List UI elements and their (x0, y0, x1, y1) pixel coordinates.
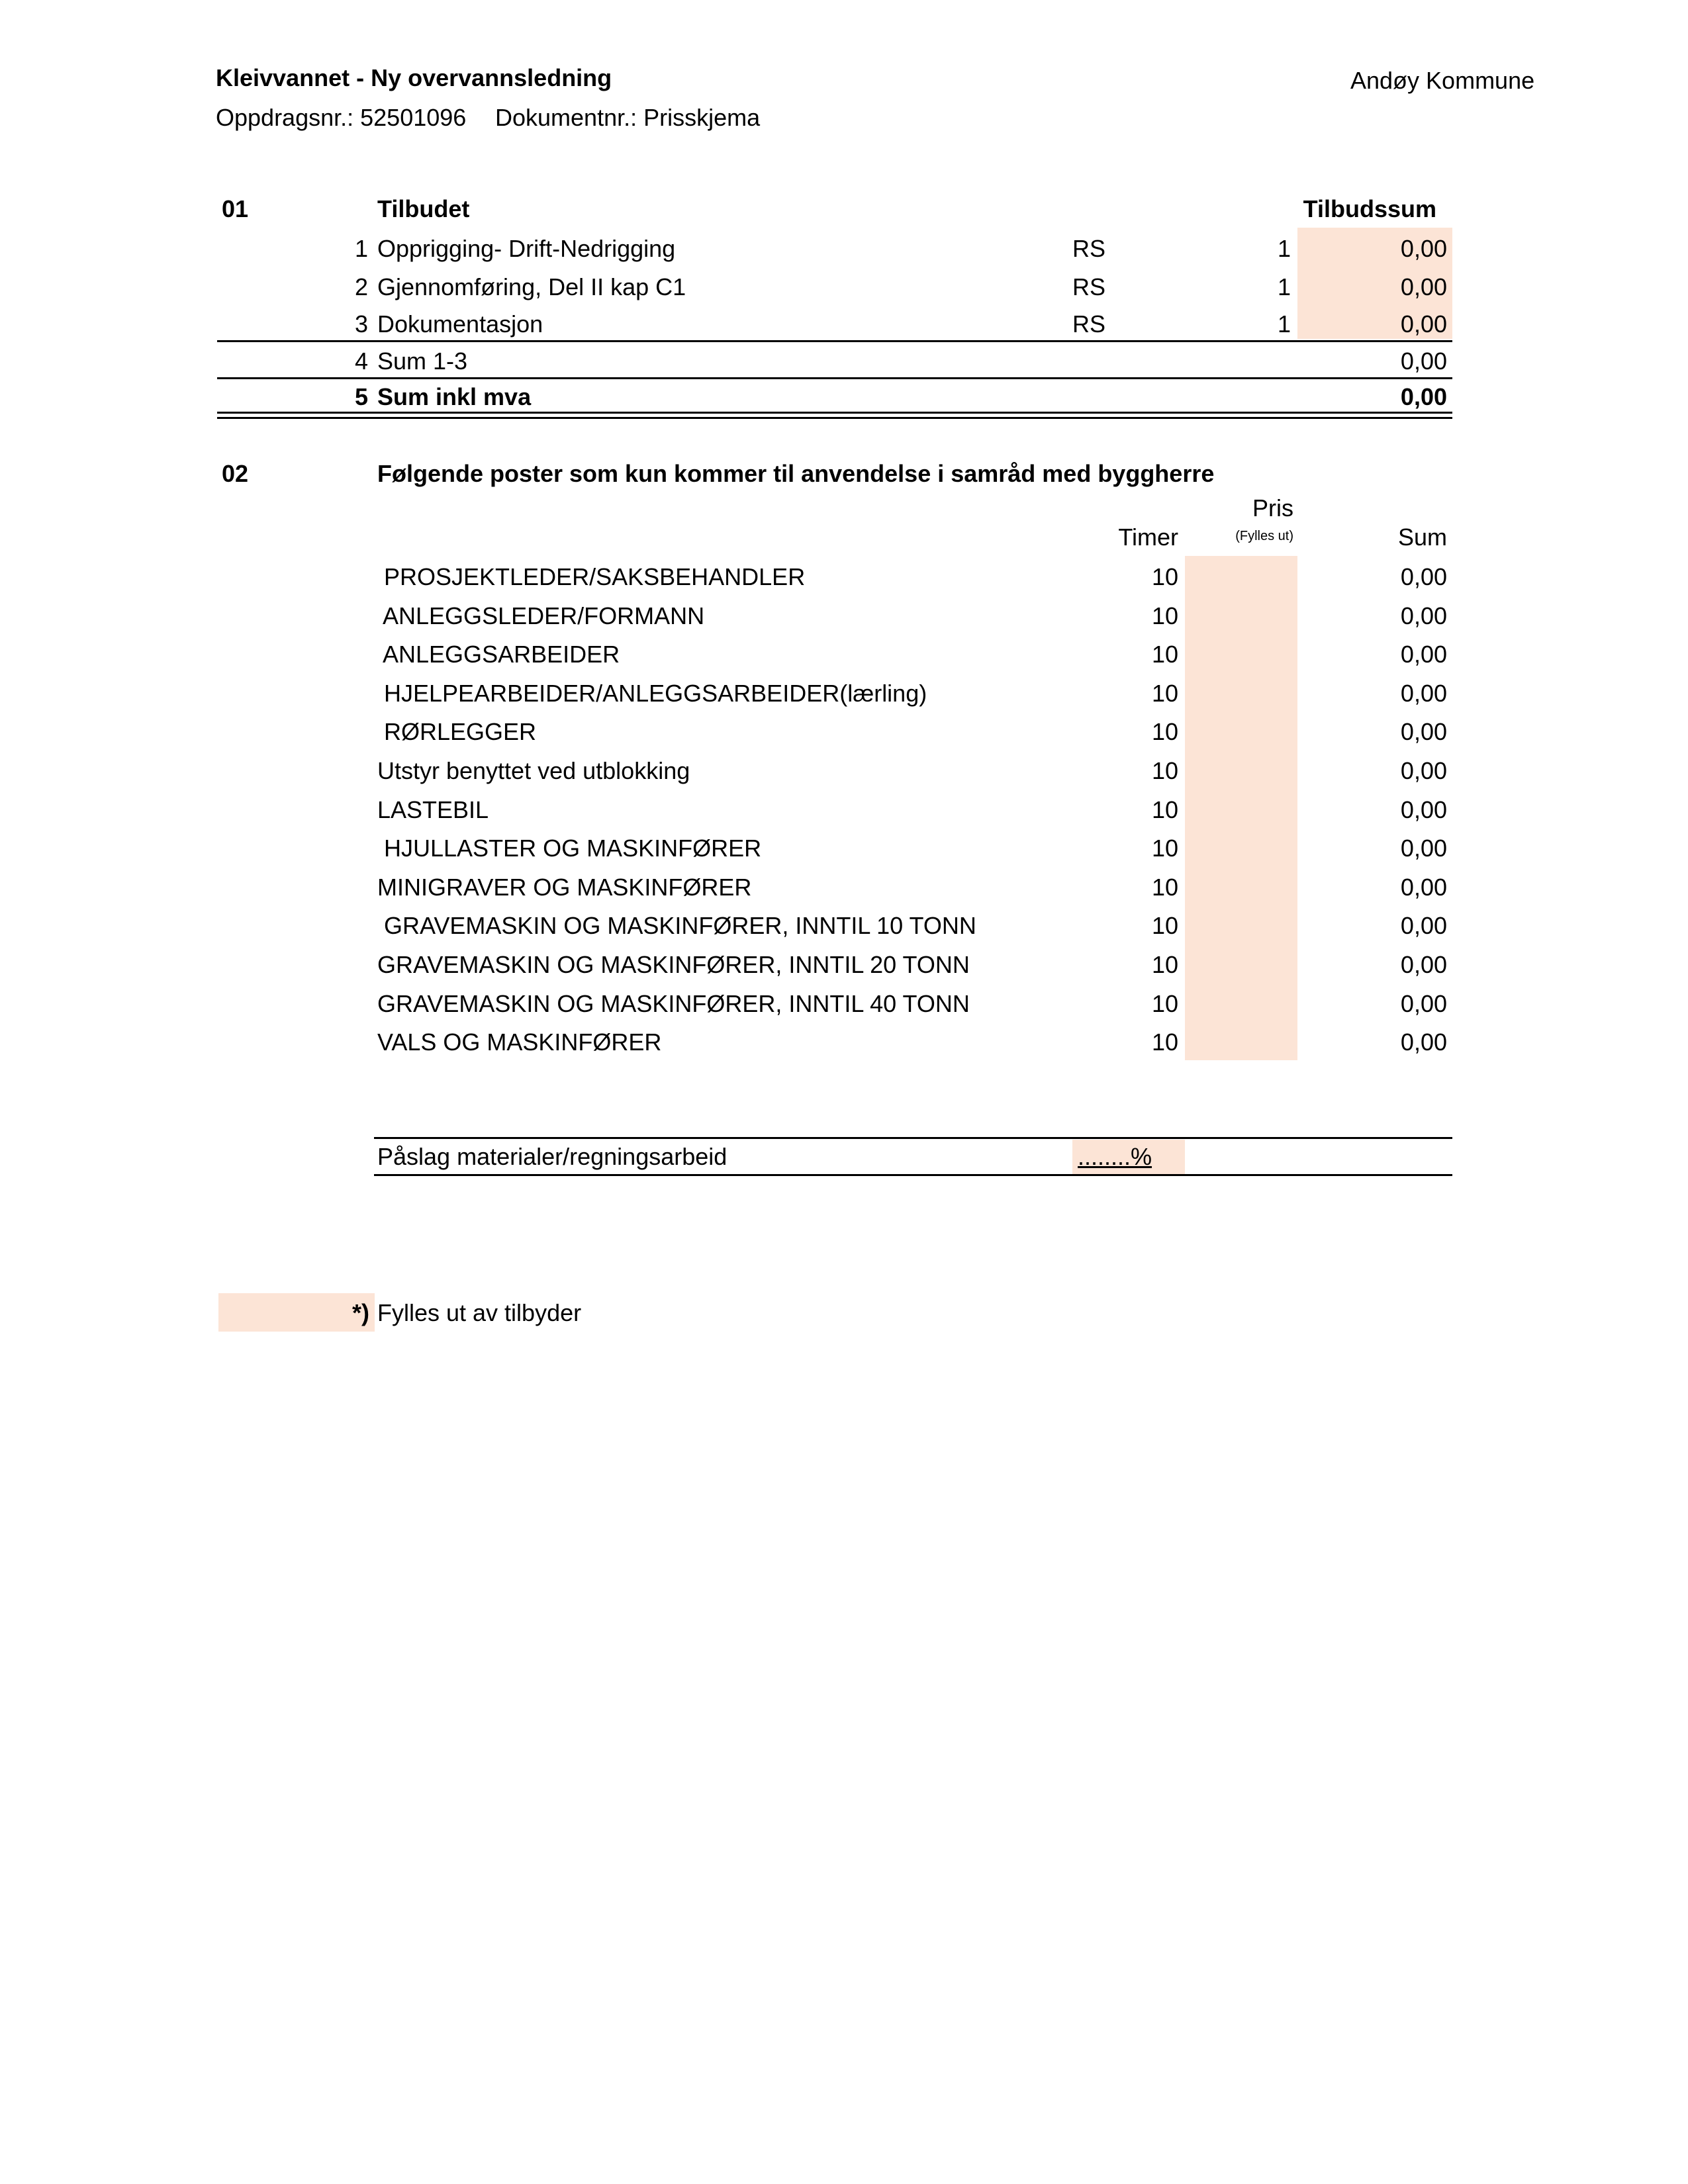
item-text: MINIGRAVER OG MASKINFØRER (377, 873, 752, 901)
item-text: HJULLASTER OG MASKINFØRER (377, 835, 762, 862)
table-row (0, 827, 1688, 866)
item-sum: 0,00 (1400, 563, 1447, 590)
item-text: PROSJEKTLEDER/SAKSBEHANDLER (377, 563, 806, 590)
item-hours: 10 (1151, 912, 1178, 940)
item-sum: 0,00 (1400, 1028, 1447, 1056)
client-name: Andøy Kommune (1350, 67, 1535, 94)
item-hours: 10 (1151, 757, 1178, 784)
item-text: VALS OG MASKINFØRER (377, 1028, 662, 1056)
item-text: GRAVEMASKIN OG MASKINFØRER, INNTIL 40 TONN (377, 989, 970, 1017)
sum-mva-value: 0,00 (1400, 383, 1447, 410)
item-sum[interactable]: 0,00 (1400, 310, 1447, 338)
item-hours: 10 (1151, 835, 1178, 862)
item-hours: 10 (1151, 951, 1178, 978)
table-row (0, 944, 1688, 982)
footnote-mark: *) (352, 1299, 369, 1326)
sum-mva-label: Sum inkl mva (377, 383, 532, 410)
table-row (0, 750, 1688, 788)
item-text: Utstyr benyttet ved utblokking (377, 757, 690, 784)
item-number: 2 (354, 273, 368, 300)
footnote-text: Fylles ut av tilbyder (377, 1299, 582, 1326)
item-text: Dokumentasjon (377, 310, 543, 338)
item-text: LASTEBIL (377, 796, 489, 823)
sum13-value: 0,00 (1400, 347, 1447, 375)
item-sum: 0,00 (1400, 796, 1447, 823)
assignment-number: Oppdragsnr.: 52501096 (216, 104, 467, 131)
markup-label: Påslag materialer/regningsarbeid (377, 1143, 727, 1170)
table-row (0, 866, 1688, 905)
item-text: Opprigging- Drift-Nedrigging (377, 235, 676, 262)
table-row (0, 1021, 1688, 1060)
timer-header: Timer (1118, 523, 1178, 551)
item-sum: 0,00 (1400, 912, 1447, 940)
pris-note: (Fylles ut) (1235, 529, 1293, 543)
table-row (0, 711, 1688, 749)
sum13-label: Sum 1-3 (377, 347, 468, 375)
item-hours: 10 (1151, 563, 1178, 590)
item-hours: 10 (1151, 718, 1178, 746)
item-text: GRAVEMASKIN OG MASKINFØRER, INNTIL 20 TONN (377, 951, 970, 978)
item-number: 1 (354, 235, 368, 262)
item-text: ANLEGGSARBEIDER (377, 641, 620, 668)
item-hours: 10 (1151, 1028, 1178, 1056)
table-row (0, 983, 1688, 1021)
item-sum: 0,00 (1400, 989, 1447, 1017)
item-sum: 0,00 (1400, 641, 1447, 668)
document-title: Kleivvannet - Ny overvannsledning (216, 64, 612, 91)
double-divider-bottom (217, 417, 1452, 419)
table-row (0, 266, 1688, 304)
item-quantity: 1 (1277, 273, 1291, 300)
section2-number: 02 (222, 460, 249, 487)
item-hours: 10 (1151, 989, 1178, 1017)
document-number: Dokumentnr.: Prisskjema (495, 104, 761, 131)
item-quantity: 1 (1277, 310, 1291, 338)
item-text: ANLEGGSLEDER/FORMANN (377, 602, 705, 629)
table-row (0, 303, 1688, 341)
item-sum: 0,00 (1400, 835, 1447, 862)
section1-title: Tilbudet (377, 195, 470, 222)
item-sum[interactable]: 0,00 (1400, 235, 1447, 262)
divider (374, 1137, 1452, 1139)
item-hours: 10 (1151, 602, 1178, 629)
item-sum: 0,00 (1400, 679, 1447, 707)
markup-percent-input[interactable]: ........% (1078, 1143, 1152, 1170)
item-number: 3 (354, 310, 368, 338)
sum-mva-number: 5 (354, 383, 368, 410)
item-hours: 10 (1151, 679, 1178, 707)
table-row (0, 789, 1688, 827)
item-sum: 0,00 (1400, 873, 1447, 901)
table-row (0, 595, 1688, 633)
item-text: RØRLEGGER (377, 718, 537, 746)
item-sum[interactable]: 0,00 (1400, 273, 1447, 300)
section2-title: Følgende poster som kun kommer til anvendelse i samråd med byggherre (377, 460, 1215, 487)
item-sum: 0,00 (1400, 757, 1447, 784)
table-row (0, 228, 1688, 266)
table-row (0, 556, 1688, 594)
item-unit: RS (1072, 310, 1106, 338)
item-hours: 10 (1151, 796, 1178, 823)
item-unit: RS (1072, 273, 1106, 300)
sum-row (0, 340, 1688, 379)
table-row (0, 633, 1688, 672)
item-hours: 10 (1151, 641, 1178, 668)
item-quantity: 1 (1277, 235, 1291, 262)
item-unit: RS (1072, 235, 1106, 262)
item-text: HJELPEARBEIDER/ANLEGGSARBEIDER(lærling) (377, 679, 927, 707)
sum-header: Sum (1397, 523, 1447, 551)
total-row (0, 376, 1688, 414)
double-divider-top (217, 412, 1452, 414)
item-sum: 0,00 (1400, 951, 1447, 978)
item-text: Gjennomføring, Del II kap C1 (377, 273, 686, 300)
item-sum: 0,00 (1400, 602, 1447, 629)
table-row (0, 672, 1688, 711)
item-hours: 10 (1151, 873, 1178, 901)
section1-number: 01 (222, 195, 249, 222)
tilbudssum-header: Tilbudssum (1303, 195, 1436, 222)
item-text: GRAVEMASKIN OG MASKINFØRER, INNTIL 10 TONN (377, 912, 976, 940)
sum13-number: 4 (354, 347, 368, 375)
table-row (0, 905, 1688, 943)
divider (374, 1174, 1452, 1176)
item-sum: 0,00 (1400, 718, 1447, 746)
pris-header: Pris (1252, 494, 1293, 522)
